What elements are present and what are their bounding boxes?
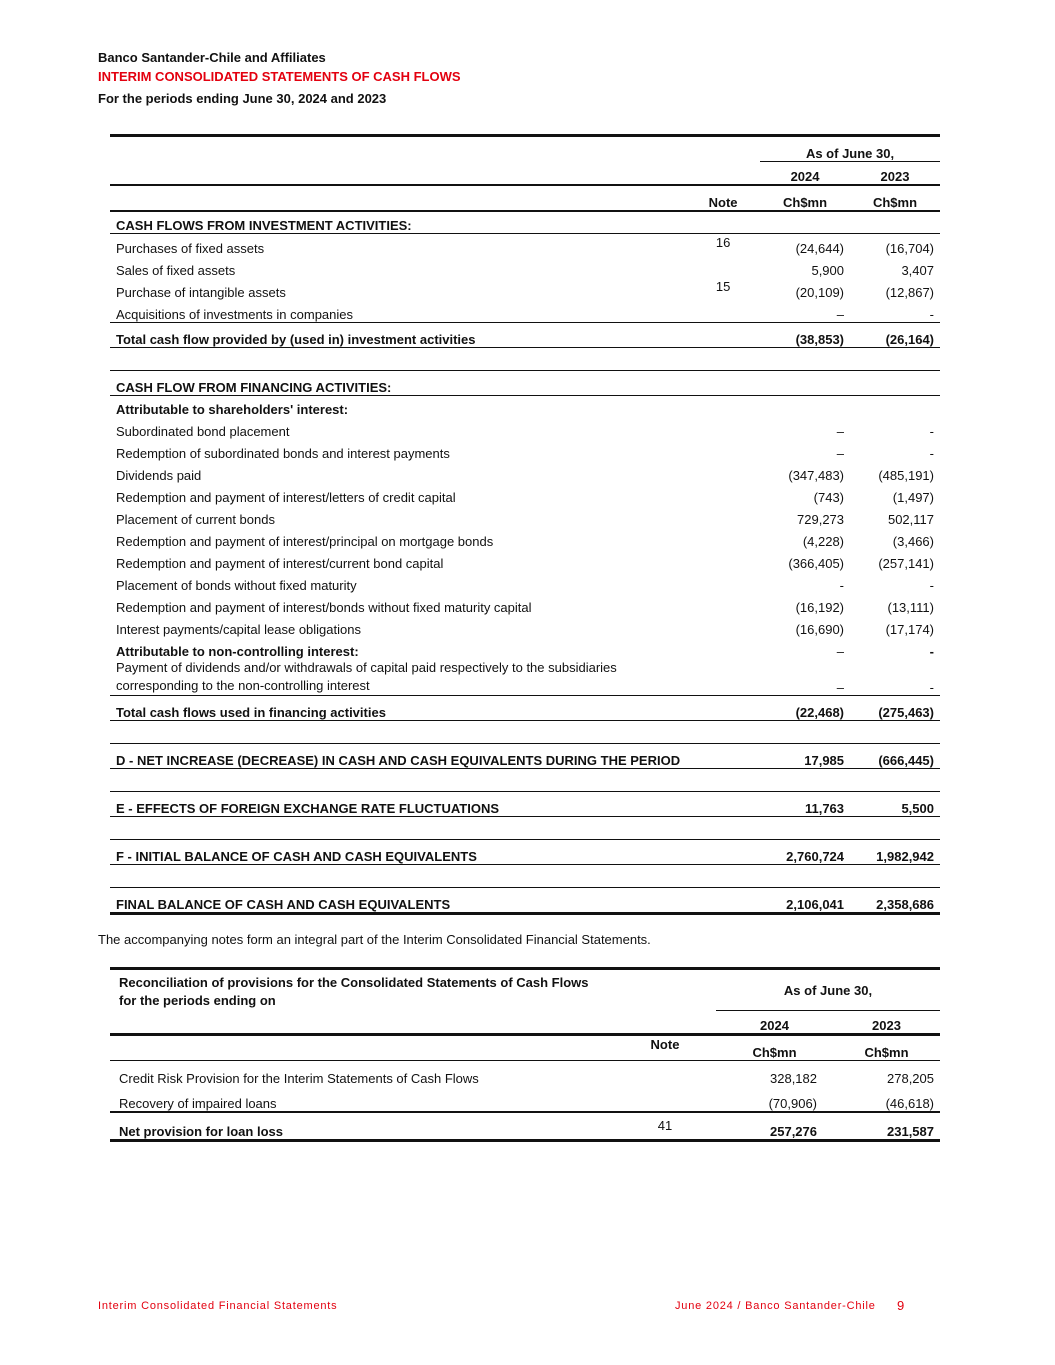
row-value-2024: - — [839, 577, 845, 593]
table-row — [110, 659, 940, 696]
recon-as-of-header: As of June 30, — [716, 969, 940, 1011]
recon-total-2023: 231,587 — [887, 1124, 934, 1139]
fx-effects-2023: 5,500 — [901, 800, 934, 816]
final-balance-label: FINAL BALANCE OF CASH AND CASH EQUIVALENTS — [116, 896, 451, 912]
table-row — [110, 439, 940, 461]
initial-balance-2023: 1,982,942 — [876, 848, 934, 864]
net-increase-label: D - NET INCREASE (DECREASE) IN CASH AND CASH EQUIVALENTS DURING THE PERIOD — [116, 752, 681, 768]
row-note: 15 — [715, 278, 731, 294]
recon-total-label: Net provision for loan loss — [119, 1124, 283, 1139]
row-value-2024: – — [836, 306, 845, 322]
table-row — [110, 417, 940, 439]
fx-effects-row — [110, 791, 940, 816]
row-label: Credit Risk Provision for the Interim Statements of Cash Flows — [119, 1071, 479, 1086]
investment-total-label: Total cash flow provided by (used in) investment activities — [116, 331, 476, 347]
investment-total-2023: (26,164) — [885, 331, 934, 347]
row-value-2024: (366,405) — [788, 555, 845, 571]
net-increase-2023: (666,445) — [878, 752, 934, 768]
table-row — [110, 527, 940, 549]
row-value-2024: (16,690) — [795, 621, 845, 637]
row-note — [686, 256, 760, 278]
recon-unit-2024: Ch$mn — [752, 1045, 797, 1060]
row-value-2024: 5,900 — [811, 262, 845, 278]
note-header: Note — [708, 194, 738, 210]
row-value-2023: 278,205 — [887, 1071, 934, 1086]
row-value-2023: (13,111) — [887, 599, 934, 615]
row-value-2024: (24,644) — [795, 240, 845, 256]
row-value-2023: (257,141) — [878, 555, 934, 571]
final-balance-row — [110, 887, 940, 913]
financing-total-2023: (275,463) — [878, 704, 934, 720]
table-row — [110, 637, 940, 659]
reconciliation-table — [110, 967, 940, 1142]
table-row — [110, 233, 940, 256]
row-label: Purchases of fixed assets — [116, 240, 265, 256]
row-label: Redemption and payment of interest/current bond capital — [116, 555, 444, 571]
financing-total-2024: (22,468) — [795, 704, 845, 720]
final-balance-2023: 2,358,686 — [876, 896, 934, 912]
row-note — [686, 300, 760, 323]
row-label: Placement of current bonds — [116, 511, 275, 527]
row-value-2024: (347,483) — [788, 467, 845, 483]
year-2023-header: 2023 — [880, 168, 910, 184]
row-value-2024: – — [836, 679, 845, 695]
row-label: Interest payments/capital lease obligations — [116, 621, 361, 637]
row-value-2023: - — [929, 577, 934, 593]
row-label: Redemption and payment of interest/bonds without fixed maturity capital — [116, 599, 532, 615]
table-row — [110, 278, 940, 300]
row-label: Placement of bonds without fixed maturity — [116, 577, 357, 593]
cash-flow-table — [110, 134, 940, 915]
table-row — [110, 593, 940, 615]
row-value-2024: 328,182 — [770, 1071, 817, 1086]
year-2024-header: 2024 — [790, 168, 820, 184]
table-row — [110, 461, 940, 483]
initial-balance-2024: 2,760,724 — [786, 848, 845, 864]
row-label: Purchase of intangible assets — [116, 284, 286, 300]
row-value-2023: (16,704) — [885, 240, 934, 256]
row-value-2024: (4,228) — [802, 533, 845, 549]
row-value-2024: – — [836, 643, 845, 659]
table-row — [110, 549, 940, 571]
initial-balance-label: F - INITIAL BALANCE OF CASH AND CASH EQUIVALENTS — [116, 848, 477, 864]
net-increase-row — [110, 743, 940, 768]
row-value-2024: – — [836, 445, 845, 461]
initial-balance-row — [110, 839, 940, 864]
recon-note-header: Note — [650, 1037, 680, 1052]
table-row — [110, 505, 940, 527]
recon-year-2024-header: 2024 — [760, 1018, 789, 1033]
row-note — [614, 1086, 716, 1112]
table-row — [110, 256, 940, 278]
row-value-2024: (743) — [813, 489, 845, 505]
row-value-2023: (12,867) — [885, 284, 934, 300]
row-label: Redemption and payment of interest/letters of credit capital — [116, 489, 456, 505]
recon-total-row — [110, 1112, 940, 1141]
final-balance-2024: 2,106,041 — [786, 896, 845, 912]
financing-total-row — [110, 695, 940, 720]
fx-effects-2024: 11,763 — [804, 800, 845, 816]
row-value-2024: (20,109) — [795, 284, 845, 300]
investment-heading: CASH FLOWS FROM INVESTMENT ACTIVITIES: — [116, 217, 412, 233]
fx-effects-label: E - EFFECTS OF FOREIGN EXCHANGE RATE FLUCTUATIONS — [116, 800, 500, 816]
net-increase-2024: 17,985 — [804, 752, 845, 768]
table-row — [110, 1061, 940, 1087]
table-row — [110, 300, 940, 323]
table-row — [110, 483, 940, 505]
recon-unit-2023: Ch$mn — [864, 1045, 909, 1060]
row-label: Payment of dividends and/or withdrawals of capital paid respectively to the subsidiaries corresponding to the non-controlling interest — [116, 659, 617, 693]
row-value-2023: 3,407 — [901, 262, 934, 278]
recon-year-2023-header: 2023 — [872, 1018, 901, 1033]
shareholders-subheading: Attributable to shareholders' interest: — [116, 401, 349, 417]
row-label: Redemption and payment of interest/principal on mortgage bonds — [116, 533, 494, 549]
row-value-2023: - — [929, 679, 934, 695]
row-value-2024: (70,906) — [768, 1096, 817, 1111]
statement-title: INTERIM CONSOLIDATED STATEMENTS OF CASH FLOWS — [98, 69, 461, 84]
financing-heading: CASH FLOW FROM FINANCING ACTIVITIES: — [116, 379, 392, 395]
row-value-2023: - — [929, 423, 934, 439]
statement-period: For the periods ending June 30, 2024 and 2023 — [98, 91, 387, 106]
table-row — [110, 1086, 940, 1112]
row-value-2023: 502,117 — [887, 511, 934, 527]
non-controlling-subheading: Attributable to non-controlling interest: — [116, 643, 359, 659]
row-label: Recovery of impaired loans — [119, 1096, 277, 1111]
reconciliation-title: Reconciliation of provisions for the Consolidated Statements of Cash Flows for the periods ending on — [119, 975, 589, 1008]
row-value-2023: - — [929, 643, 934, 659]
table-row — [110, 615, 940, 637]
row-value-2023: - — [929, 445, 934, 461]
row-note: 16 — [715, 234, 731, 250]
company-name: Banco Santander-Chile and Affiliates — [98, 50, 326, 65]
row-note — [614, 1061, 716, 1087]
row-value-2023: (485,191) — [878, 467, 934, 483]
notes-statement: The accompanying notes form an integral part of the Interim Consolidated Financial Statements. — [98, 932, 651, 947]
investment-total-row — [110, 322, 940, 347]
row-value-2023: (46,618) — [885, 1096, 934, 1111]
row-value-2023: - — [929, 306, 934, 322]
row-label: Sales of fixed assets — [116, 262, 236, 278]
row-label: Acquisitions of investments in companies — [116, 306, 354, 322]
row-value-2024: 729,273 — [797, 511, 845, 527]
row-label: Dividends paid — [116, 467, 202, 483]
financing-total-label: Total cash flows used in financing activities — [116, 704, 386, 720]
row-label: Redemption of subordinated bonds and interest payments — [116, 445, 450, 461]
row-value-2023: (1,497) — [892, 489, 934, 505]
recon-total-2024: 257,276 — [770, 1124, 817, 1139]
investment-total-2024: (38,853) — [795, 331, 845, 347]
row-value-2023: (3,466) — [892, 533, 934, 549]
footer-left: Interim Consolidated Financial Statements — [98, 1300, 338, 1312]
recon-total-note: 41 — [657, 1118, 673, 1133]
page-number: 9 — [897, 1298, 906, 1313]
row-value-2023: (17,174) — [885, 621, 934, 637]
row-label: Subordinated bond placement — [116, 423, 290, 439]
unit-header-2024: Ch$mn — [783, 194, 828, 210]
footer-right: June 2024 / Banco Santander-Chile — [675, 1300, 876, 1312]
table-row — [110, 571, 940, 593]
row-value-2024: – — [836, 423, 845, 439]
row-value-2024: (16,192) — [795, 599, 845, 615]
as-of-header: As of June 30, — [760, 136, 940, 162]
unit-header-2023: Ch$mn — [872, 194, 918, 210]
